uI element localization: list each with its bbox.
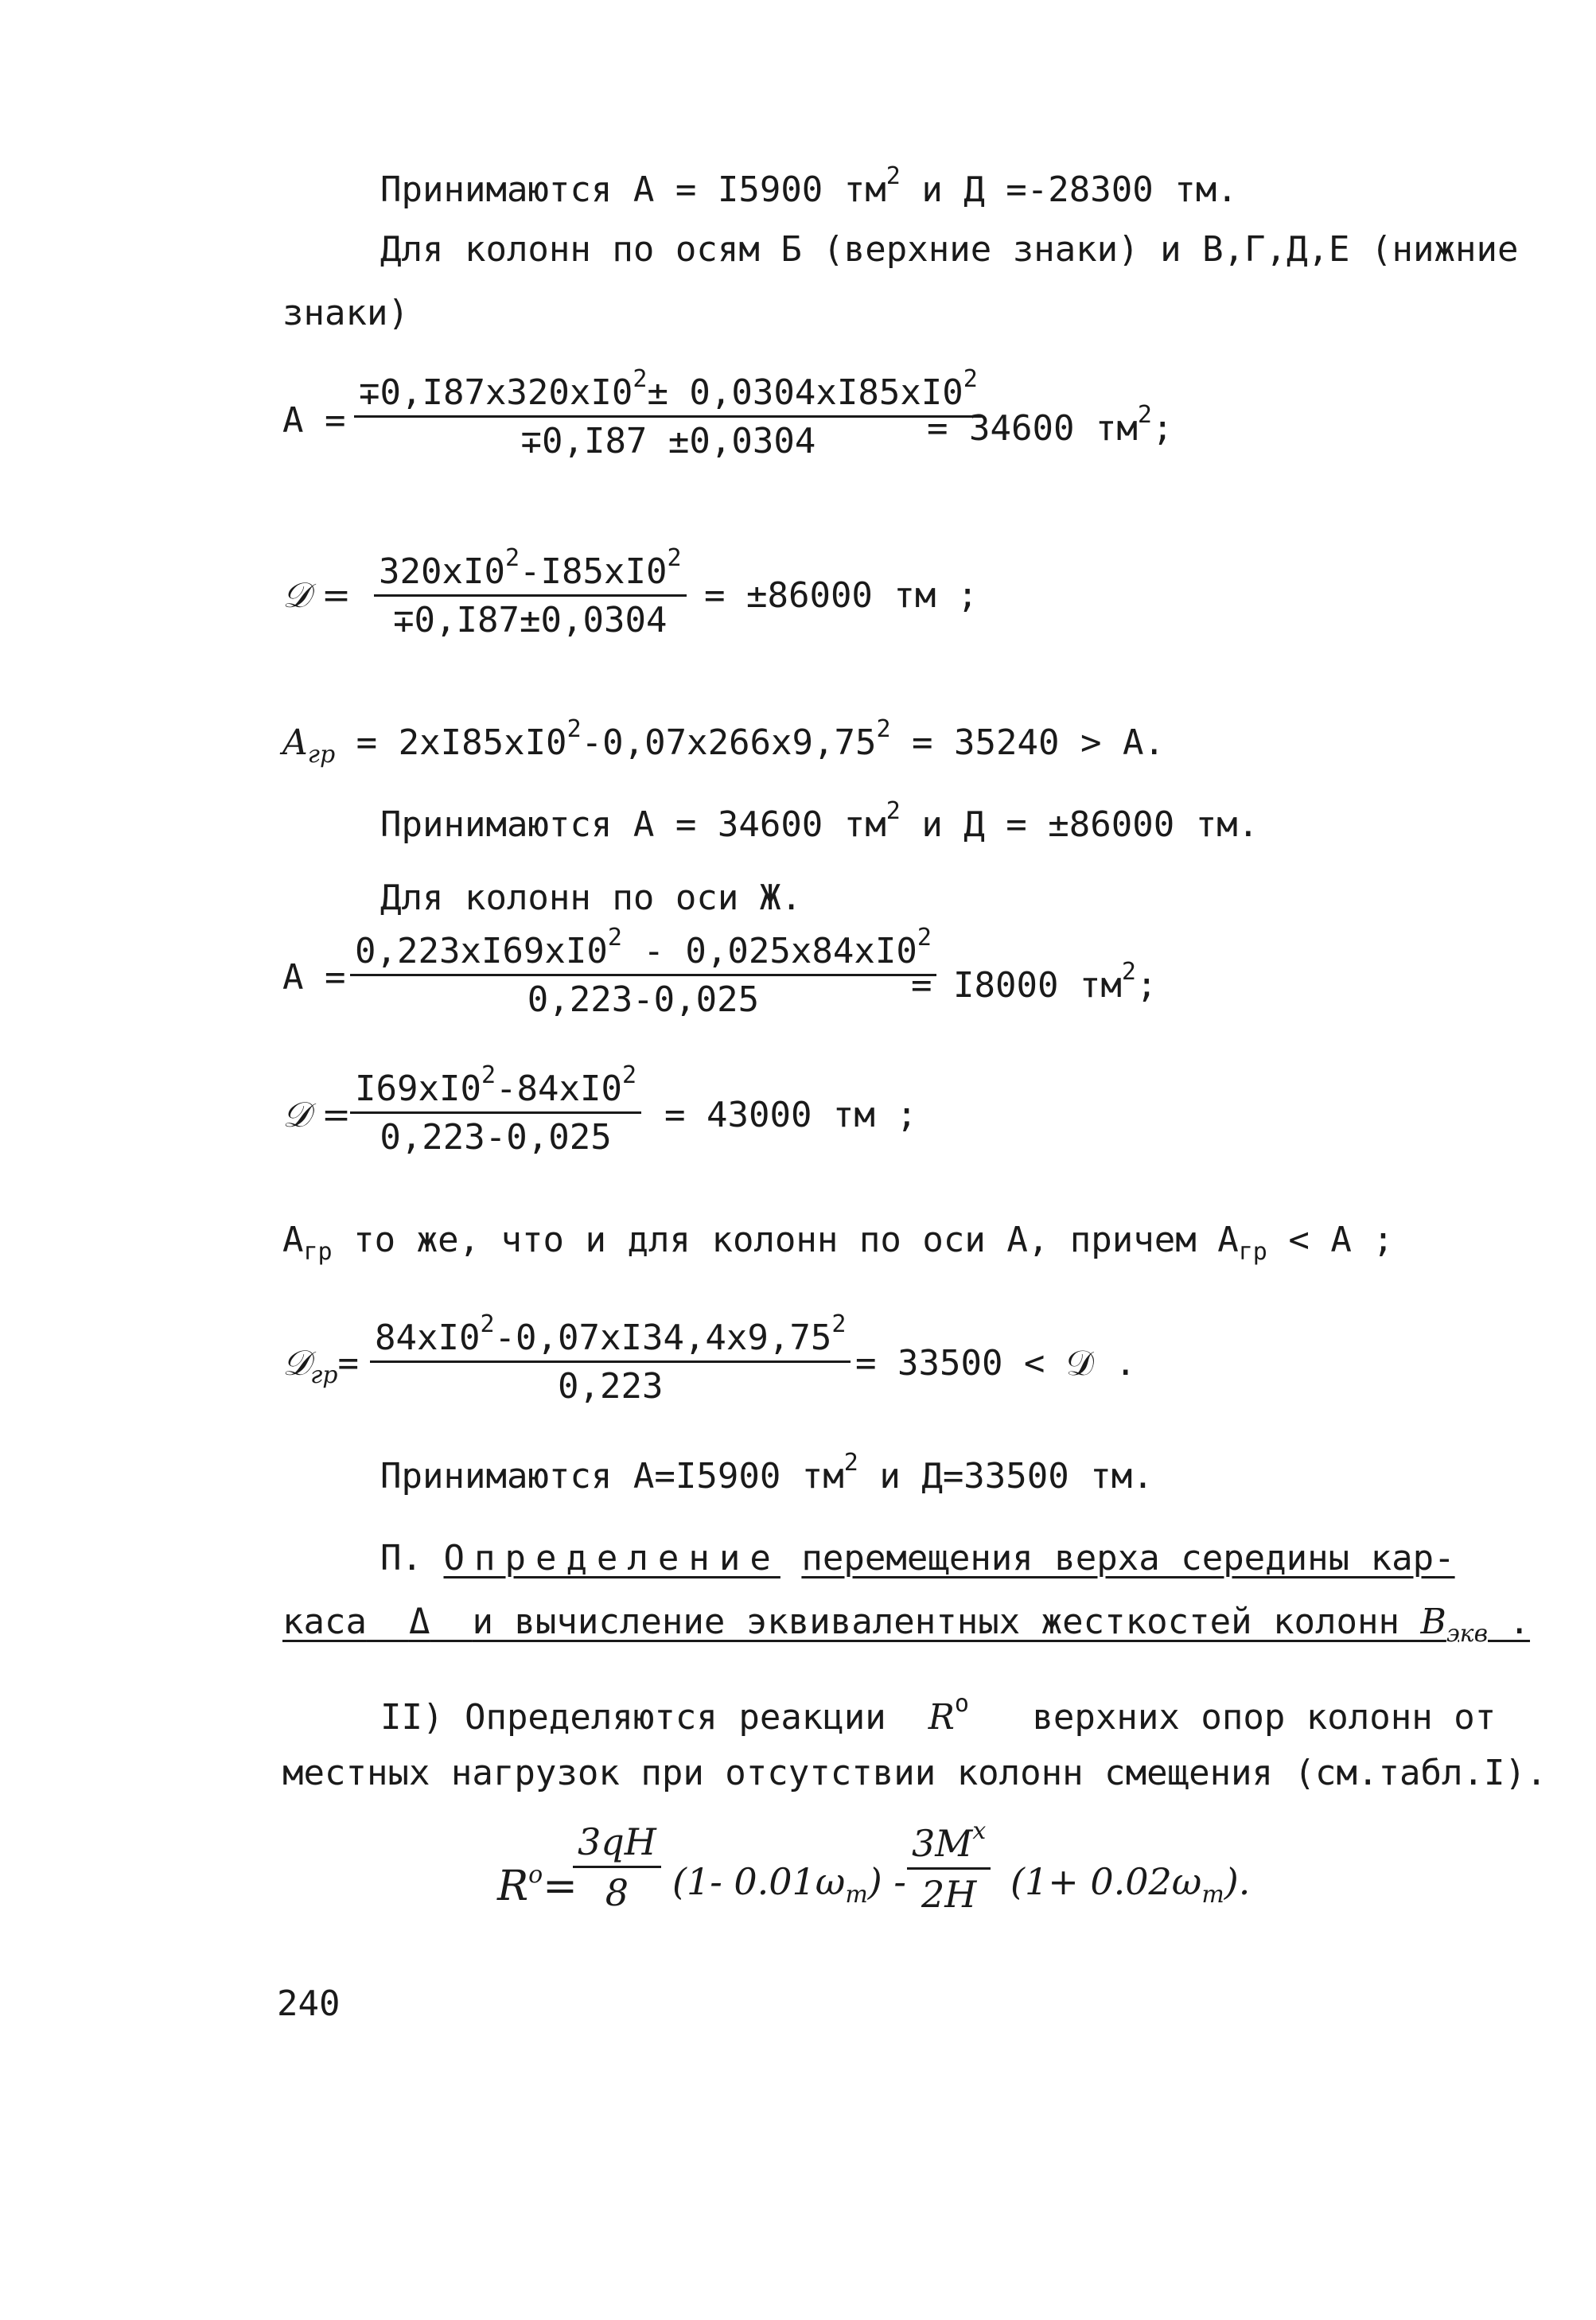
superscript: 2	[621, 1061, 637, 1089]
text: A	[282, 722, 308, 763]
subscript: гр	[1238, 1238, 1267, 1266]
text: А =	[282, 957, 346, 998]
formula-r-fraction-1	[573, 1822, 661, 1913]
text: 𝒟 =	[282, 575, 351, 616]
text: =	[337, 1343, 359, 1384]
text: 3M	[912, 1822, 973, 1865]
text: то же, что и для колонн по оси А, причем А	[332, 1220, 1239, 1260]
paragraph-accepted-values-3	[380, 1450, 1154, 1496]
equation-a2-rhs	[911, 959, 1157, 1005]
superscript: 2	[667, 544, 682, 572]
equation-a-fraction	[354, 366, 983, 461]
text: = I8000 тм	[911, 965, 1122, 1006]
paragraph-reactions-2	[282, 1754, 1547, 1793]
subscript: гр	[307, 741, 336, 769]
text: 8	[605, 1870, 629, 1914]
text: 0,223хI69хI0	[355, 931, 608, 971]
text: А =	[282, 400, 346, 441]
superscript: 2	[633, 365, 648, 393]
text: = 33500 < 𝒟 .	[855, 1343, 1136, 1384]
equation-d2-rhs	[664, 1096, 917, 1135]
superscript: 2	[886, 797, 901, 825]
equation-d-gr-rhs	[855, 1345, 1136, 1383]
text: ∓0,I87 ±0,0304	[520, 421, 816, 462]
text: и вычисление эквивалентных жесткостей колонн	[472, 1602, 1400, 1642]
denominator	[921, 1870, 976, 1915]
equation-d2-fraction	[350, 1062, 641, 1158]
text: 320хI0	[379, 551, 505, 592]
text: знаки)	[282, 293, 409, 333]
text: ;	[1151, 408, 1174, 449]
subscript: т	[845, 1881, 868, 1909]
numerator	[370, 1311, 851, 1363]
text: -0,07х266х9,75	[581, 722, 877, 763]
equation-d-rhs	[704, 577, 978, 615]
superscript: 2	[917, 924, 932, 952]
text: < А ;	[1267, 1220, 1394, 1260]
b-symbol: B	[1420, 1602, 1446, 1642]
text: 3qH	[578, 1820, 656, 1863]
text: ;	[1135, 965, 1158, 1006]
text: - 0,025х84хI0	[621, 931, 917, 971]
paragraph-column-axis-zh	[380, 879, 802, 917]
text: А	[282, 1220, 304, 1260]
paragraph-reactions-1	[380, 1691, 1496, 1737]
text: верхних опор колонн от	[1032, 1697, 1497, 1738]
text: = 2хI85хI0	[335, 722, 567, 763]
denominator	[393, 597, 667, 640]
text: и Д =-28300 тм.	[900, 169, 1238, 210]
equation-a-rhs	[927, 402, 1173, 448]
subscript: гр	[303, 1238, 333, 1266]
numerator	[354, 366, 983, 418]
text: -84хI0	[496, 1069, 622, 1109]
superscript: x	[972, 1817, 987, 1845]
text: местных нагрузок при отсутствии колонн смещения (см.табл.I).	[282, 1753, 1547, 1793]
text: 0,223-0,025	[527, 979, 760, 1021]
text: -0,07хI34,4х9,75	[494, 1318, 832, 1358]
formula-r-tail	[1010, 1862, 1250, 1908]
text: = 34600 тм	[927, 408, 1138, 449]
denominator	[558, 1363, 663, 1406]
text: ∓0,I87х320хI0	[359, 372, 633, 413]
paragraph-accepted-values-1	[380, 163, 1238, 209]
equation-a-lhs	[282, 402, 345, 440]
equation-d2-lhs	[282, 1096, 351, 1135]
numerator	[350, 924, 936, 976]
text: каса	[282, 1602, 367, 1642]
equation-d-gr-fraction	[370, 1311, 851, 1407]
text: =	[543, 1863, 578, 1910]
paragraph-columns-axes-cont	[282, 294, 409, 333]
denominator	[527, 976, 759, 1019]
text: -I85хI0	[520, 551, 668, 592]
text: Для колонн по оси Ж.	[380, 878, 802, 918]
equation-a2-lhs	[282, 959, 345, 997]
text: = 35240 > А.	[890, 722, 1165, 763]
section-heading-line-1	[380, 1540, 1455, 1578]
numerator	[573, 1822, 661, 1868]
numerator	[374, 545, 687, 597]
superscript: o	[954, 1690, 969, 1718]
subscript: гр	[310, 1361, 338, 1389]
text: ± 0,0304хI85хI0	[647, 372, 963, 413]
text: Принимаются А = 34600 тм	[380, 804, 886, 845]
text: Принимаются А = I5900 тм	[380, 169, 886, 210]
section-heading-line-2	[282, 1603, 1530, 1647]
text: и Д = ±86000 тм.	[900, 804, 1259, 845]
superscript: o	[528, 1861, 543, 1889]
text: ∓0,I87±0,0304	[393, 600, 668, 641]
superscript: 2	[607, 924, 622, 952]
page-number: 240	[277, 1983, 341, 2024]
section-title-cont	[282, 1602, 1531, 1648]
denominator	[605, 1868, 629, 1913]
text: 0,223-0,025	[380, 1117, 612, 1158]
text: = ±86000 тм ;	[704, 575, 979, 616]
denominator	[520, 418, 816, 461]
superscript: 2	[504, 544, 520, 572]
text: (1- 0.01ω	[672, 1860, 846, 1903]
superscript: 2	[1121, 958, 1136, 986]
text: 2H	[921, 1872, 977, 1916]
section-title: перемещения верха середины кар-	[801, 1538, 1455, 1578]
r-symbol: R	[928, 1697, 955, 1738]
text: I69хI0	[355, 1069, 481, 1109]
text: ).	[1224, 1860, 1251, 1903]
superscript: 2	[886, 162, 901, 190]
superscript: 2	[831, 1310, 847, 1338]
text: и Д=33500 тм.	[858, 1456, 1154, 1497]
paragraph-accepted-values-2	[380, 798, 1259, 844]
formula-r-middle	[672, 1862, 906, 1908]
text: 𝒟 =	[282, 1095, 351, 1135]
superscript: 2	[843, 1449, 858, 1477]
text: .	[1488, 1602, 1531, 1642]
superscript: 2	[481, 1061, 496, 1089]
superscript: 2	[876, 715, 891, 743]
subscript: экв	[1446, 1620, 1489, 1648]
paragraph-columns-axes	[380, 231, 1518, 269]
text: 0,223	[557, 1366, 664, 1407]
formula-r-lhs	[497, 1862, 578, 1909]
formula-r-fraction-2	[907, 1818, 991, 1914]
text: = 43000 тм ;	[664, 1095, 917, 1135]
equation-d-fraction	[374, 545, 687, 640]
superscript: 2	[963, 365, 978, 393]
text: 𝒟	[282, 1343, 311, 1384]
superscript: 2	[566, 715, 582, 743]
equation-a-gr	[282, 716, 1165, 768]
section-number: П.	[380, 1538, 422, 1578]
text: Для колонн по осям Б (верхние знаки) и В,Г,Д,Е (нижние	[380, 229, 1519, 270]
section-keyword: Определение	[443, 1538, 780, 1578]
equation-d-lhs	[282, 577, 351, 615]
equation-d-gr-lhs	[282, 1345, 359, 1388]
superscript: 2	[480, 1310, 495, 1338]
equation-a2-fraction	[350, 924, 936, 1020]
text: 84хI0	[375, 1318, 481, 1358]
paragraph-a-gr-note	[282, 1221, 1394, 1265]
text: Принимаются А=I5900 тм	[380, 1456, 844, 1497]
delta-symbol: Δ	[408, 1602, 430, 1642]
numerator	[907, 1818, 991, 1870]
numerator	[350, 1062, 641, 1114]
text: R	[497, 1863, 529, 1910]
denominator	[380, 1114, 611, 1157]
subscript: т	[1201, 1881, 1224, 1909]
superscript: 2	[1137, 401, 1152, 429]
text: II) Определяются реакции	[380, 1697, 886, 1738]
text: (1+ 0.02ω	[1010, 1860, 1202, 1903]
text: ) -	[867, 1860, 906, 1903]
